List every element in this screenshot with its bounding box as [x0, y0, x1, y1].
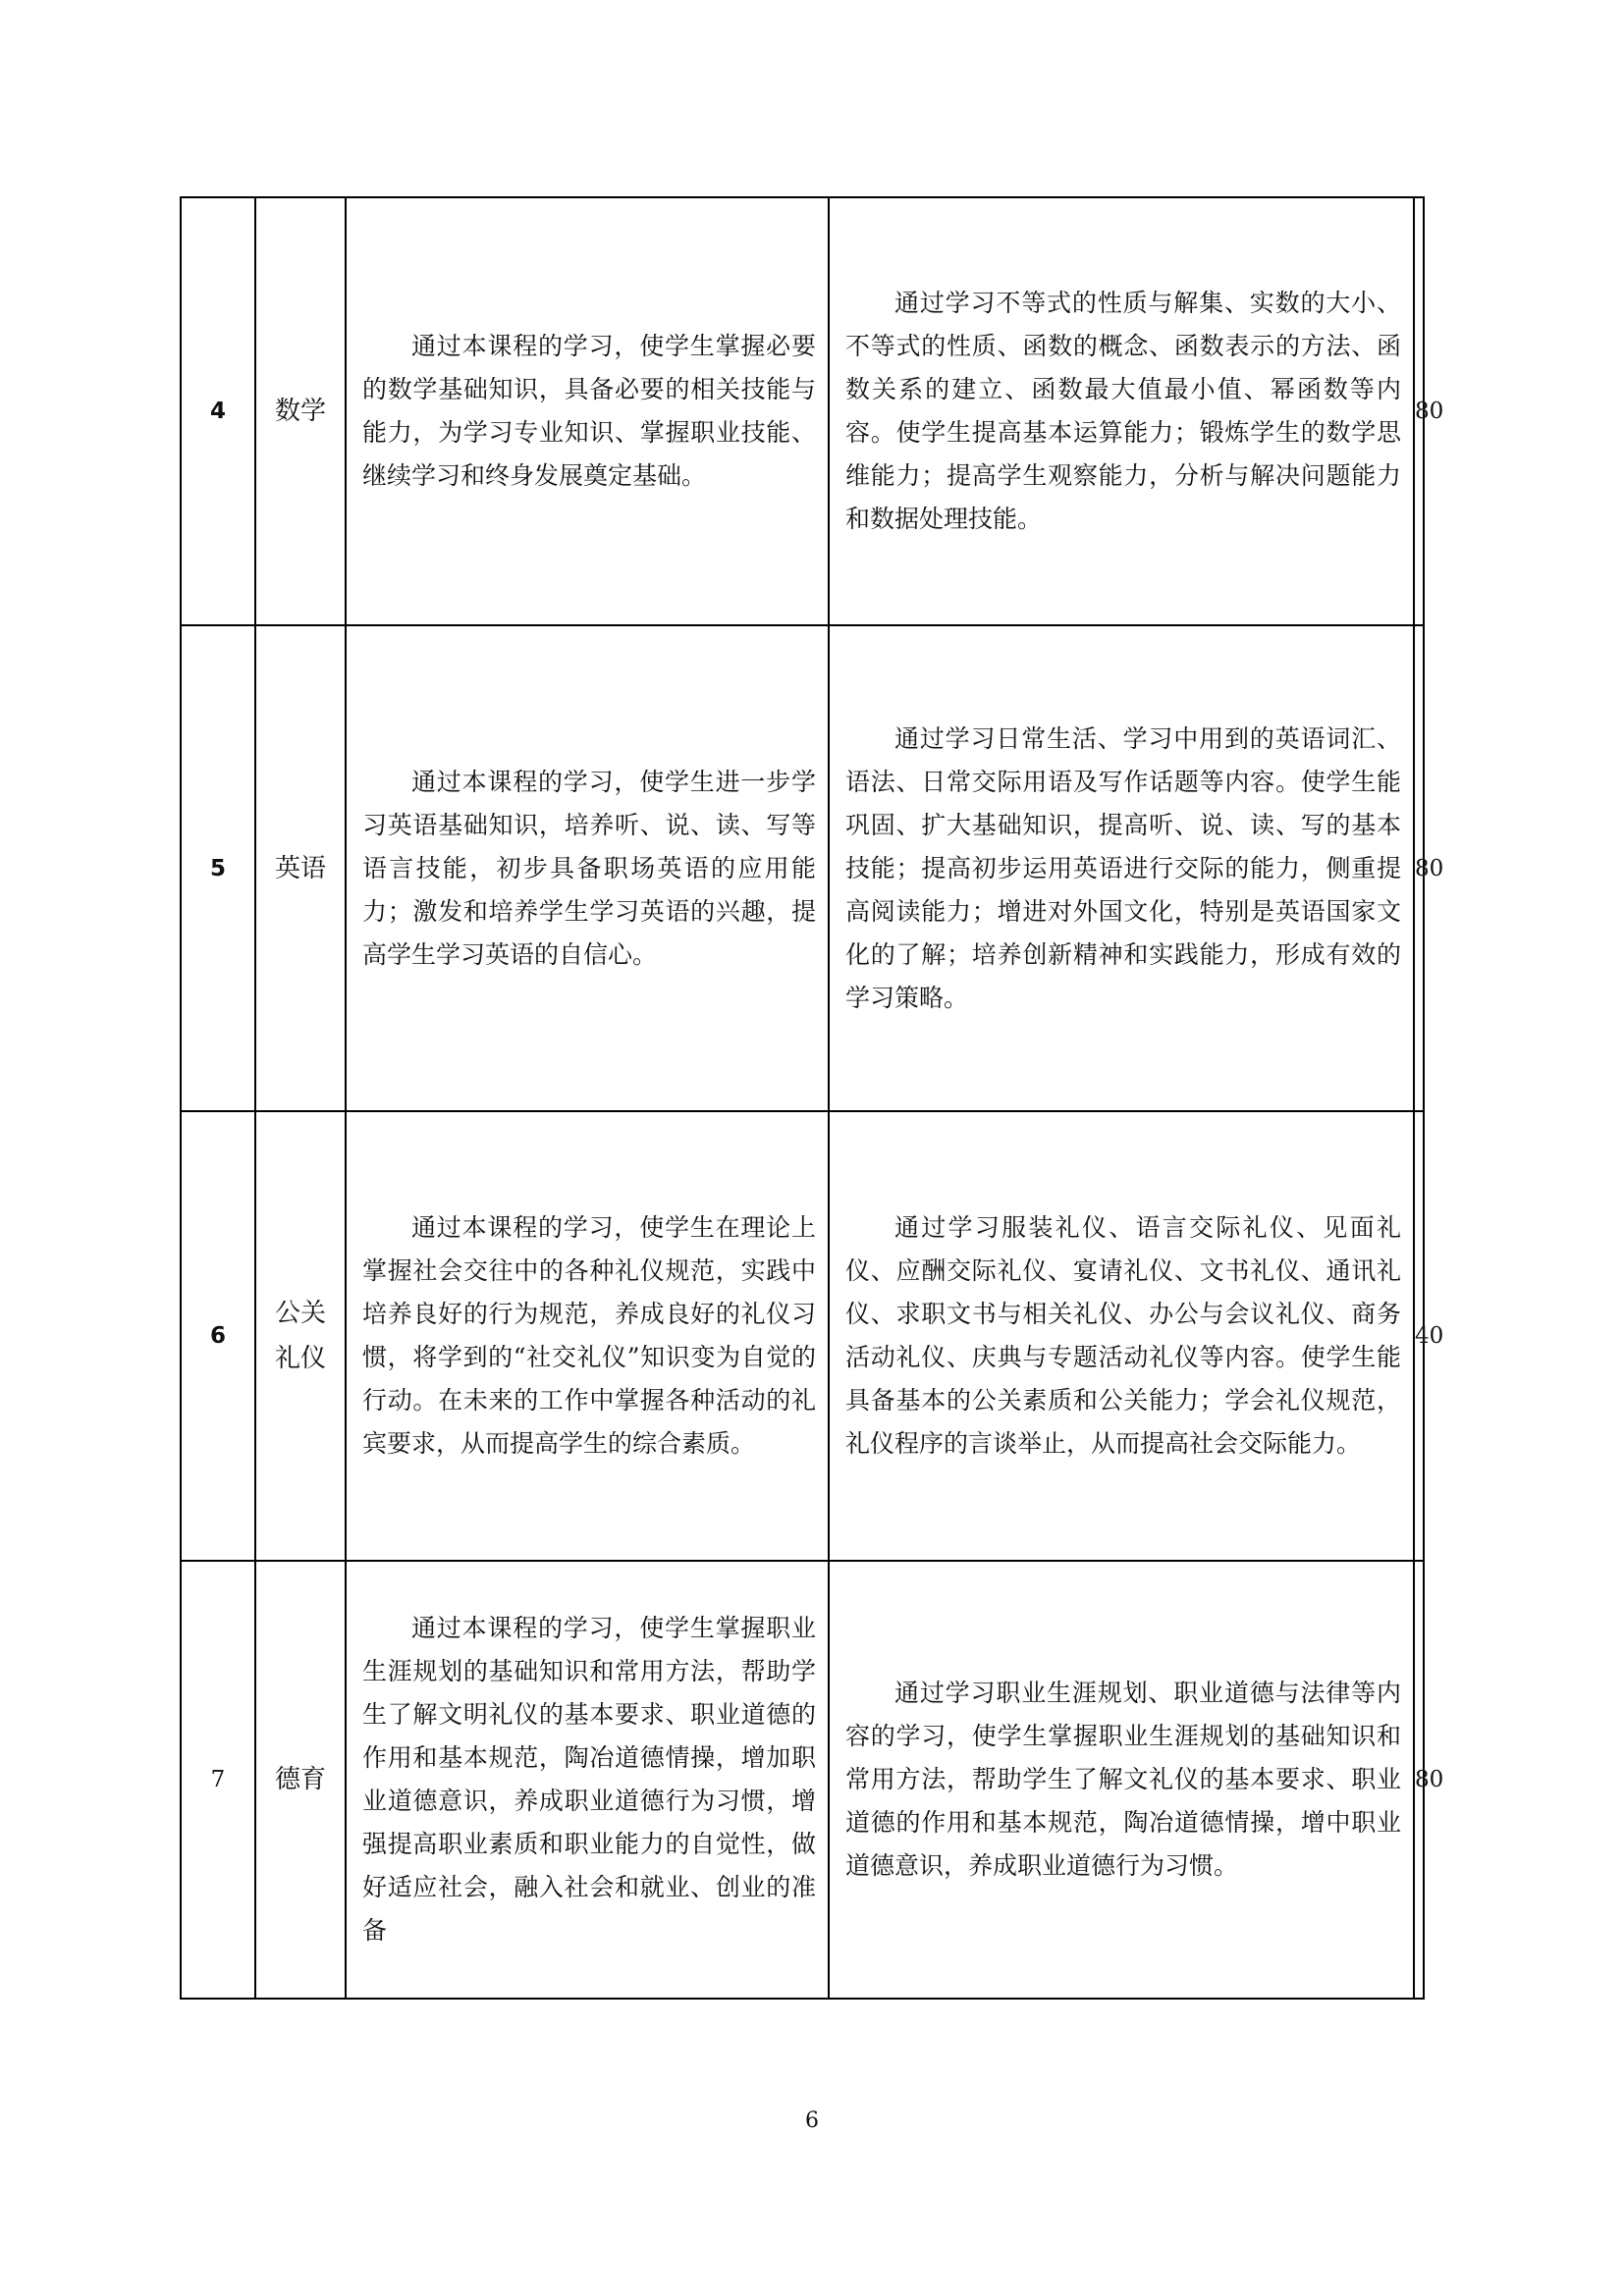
row-number: 5	[181, 625, 255, 1111]
page-number: 6	[805, 2109, 819, 2133]
course-goal: 通过本课程的学习，使学生在理论上掌握社会交往中的各种礼仪规范，实践中培养良好的行为规范，养成良好的礼仪习惯，将学到的“社交礼仪”知识变为自觉的行动。在未来的工作中掌握各种活动的礼宾要求，从而提高学生的综合素质。	[362, 1213, 816, 1458]
course-hours: 80	[1414, 625, 1424, 1111]
course-goal: 通过本课程的学习，使学生进一步学习英语基础知识，培养听、说、读、写等语言技能，初步具备职场英语的应用能力；激发和培养学生学习英语的兴趣，提高学生学习英语的自信心。	[362, 767, 816, 969]
course-hours: 80	[1414, 1561, 1424, 1999]
row-number: 4	[181, 197, 255, 625]
table-row	[181, 197, 1424, 625]
course-content: 通过学习不等式的性质与解集、实数的大小、不等式的性质、函数的概念、函数表示的方法、函数关系的建立、函数最大值最小值、幂函数等内容。使学生提高基本运算能力；锻炼学生的数学思维能力；提高学生观察能力，分析与解决问题能力和数据处理技能。	[845, 289, 1401, 533]
course-content: 通过学习服装礼仪、语言交际礼仪、见面礼仪、应酬交际礼仪、宴请礼仪、文书礼仪、通讯礼仪、求职文书与相关礼仪、办公与会议礼仪、商务活动礼仪、庆典与专题活动礼仪等内容。使学生能具备基本的公关素质和公关能力；学会礼仪规范，礼仪程序的言谈举止，从而提高社会交际能力。	[845, 1213, 1401, 1458]
table-row	[181, 625, 1424, 1111]
course-table	[180, 196, 1444, 2000]
course-content: 通过学习职业生涯规划、职业道德与法律等内容的学习，使学生掌握职业生涯规划的基础知识和常用方法，帮助学生了解文礼仪的基本要求、职业道德的作用和基本规范，陶冶道德情操，增中职业道德意识，养成职业道德行为习惯。	[845, 1679, 1401, 1880]
course-goal: 通过本课程的学习，使学生掌握必要的数学基础知识，具备必要的相关技能与能力，为学习专业知识、掌握职业技能、继续学习和终身发展奠定基础。	[362, 332, 816, 490]
course-hours: 80	[1414, 197, 1424, 625]
course-goal: 通过本课程的学习，使学生掌握职业生涯规划的基础知识和常用方法，帮助学生了解文明礼仪的基本要求、职业道德的作用和基本规范，陶冶道德情操，增加职业道德意识，养成职业道德行为习惯，增强提高职业素质和职业能力的自觉性，做好适应社会，融入社会和就业、创业的准备	[362, 1614, 816, 1945]
table-row	[181, 1561, 1424, 1999]
row-number: 7	[181, 1561, 255, 1999]
course-name: 德育	[255, 1561, 346, 1999]
row-number: 6	[181, 1111, 255, 1561]
course-name: 数学	[255, 197, 346, 625]
course-name: 英语	[255, 625, 346, 1111]
course-hours: 40	[1414, 1111, 1424, 1561]
course-content: 通过学习日常生活、学习中用到的英语词汇、语法、日常交际用语及写作话题等内容。使学生能巩固、扩大基础知识，提高听、说、读、写的基本技能；提高初步运用英语进行交际的能力，侧重提高阅读能力；增进对外国文化，特别是英语国家文化的了解；培养创新精神和实践能力，形成有效的学习策略。	[845, 723, 1401, 1012]
course-name: 公关礼仪	[275, 1299, 327, 1373]
table-row	[181, 1111, 1424, 1561]
